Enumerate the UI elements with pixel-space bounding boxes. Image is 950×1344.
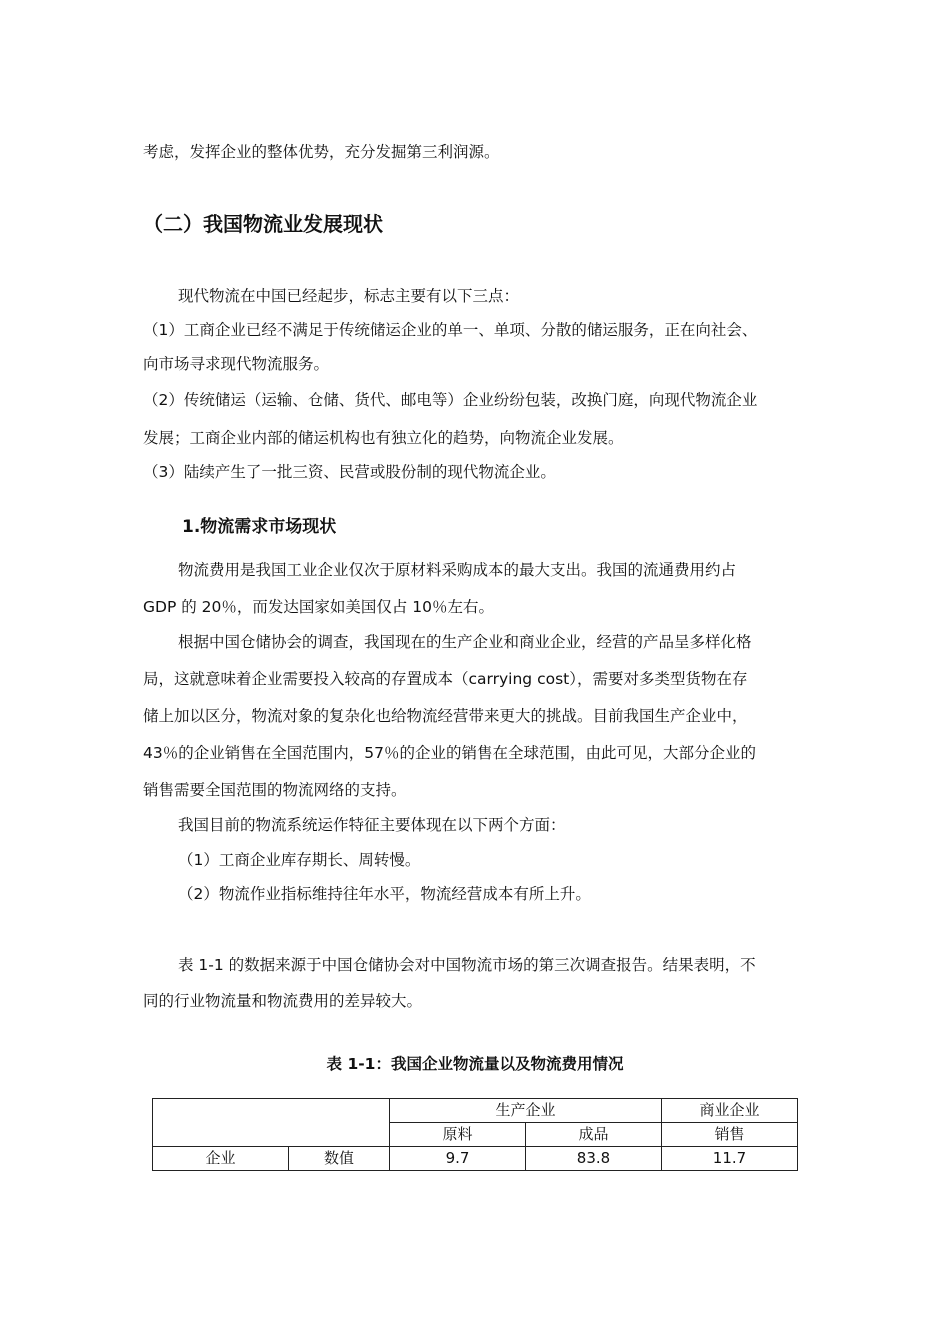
subsection-heading: 1.物流需求市场现状 bbox=[182, 517, 337, 537]
paragraph-line: （1）工商企业已经不满足于传统储运企业的单一、单项、分散的储运服务，正在向社会、 bbox=[143, 321, 758, 339]
logistics-table bbox=[152, 1098, 798, 1171]
table-caption: 表 1-1：我国企业物流量以及物流费用情况 bbox=[326, 1055, 624, 1073]
table-corner-cell bbox=[153, 1099, 390, 1147]
paragraph-line: 销售需要全国范围的物流网络的支持。 bbox=[143, 781, 407, 799]
paragraph-line: GDP 的 20％，而发达国家如美国仅占 10％左右。 bbox=[143, 598, 495, 616]
header-commerce: 商业企业 bbox=[662, 1099, 798, 1123]
paragraph-line: 储上加以区分，物流对象的复杂化也给物流经营带来更大的挑战。目前我国生产企业中， bbox=[143, 707, 748, 725]
paragraph-line: 向市场寻求现代物流服务。 bbox=[143, 355, 330, 373]
paragraph-line: 根据中国仓储协会的调查，我国现在的生产企业和商业企业，经营的产品呈多样化格 bbox=[178, 633, 752, 651]
table-row bbox=[153, 1147, 798, 1171]
paragraph-line: （1）工商企业库存期长、周转慢。 bbox=[178, 851, 421, 869]
row-sublabel: 数值 bbox=[289, 1147, 390, 1171]
paragraph-line: 考虑，发挥企业的整体优势，充分发掘第三利润源。 bbox=[143, 143, 500, 161]
sales-value-cell: 11.7 bbox=[662, 1147, 798, 1171]
raw-value-cell: 9.7 bbox=[390, 1147, 526, 1171]
paragraph-line: 现代物流在中国已经起步，标志主要有以下三点： bbox=[178, 287, 520, 305]
paragraph-line: 同的行业物流量和物流费用的差异较大。 bbox=[143, 992, 423, 1010]
paragraph-line: （2）传统储运（运输、仓储、货代、邮电等）企业纷纷包装，改换门庭，向现代物流企业 bbox=[143, 391, 758, 409]
header-sales: 销售 bbox=[662, 1123, 798, 1147]
paragraph-line: （2）物流作业指标维持往年水平，物流经营成本有所上升。 bbox=[178, 885, 591, 903]
paragraph-line: 43％的企业销售在全国范围内，57％的企业的销售在全球范围，由此可见，大部分企业的 bbox=[143, 744, 756, 762]
row-label: 企业 bbox=[153, 1147, 289, 1171]
paragraph-line: 局，这就意味着企业需要投入较高的存置成本（carrying cost），需要对多类型货物在存 bbox=[143, 670, 748, 688]
header-raw: 原料 bbox=[390, 1123, 526, 1147]
paragraph-line: 发展；工商企业内部的储运机构也有独立化的趋势，向物流企业发展。 bbox=[143, 429, 624, 447]
finished-value-cell: 83.8 bbox=[526, 1147, 662, 1171]
paragraph-line: （3）陆续产生了一批三资、民营或股份制的现代物流企业。 bbox=[143, 463, 556, 481]
paragraph-line: 物流费用是我国工业企业仅次于原材料采购成本的最大支出。我国的流通费用约占 bbox=[178, 561, 737, 579]
paragraph-line: 表 1-1 的数据来源于中国仓储协会对中国物流市场的第三次调查报告。结果表明，不 bbox=[178, 956, 756, 974]
section-heading: （二）我国物流业发展现状 bbox=[143, 212, 383, 236]
header-production: 生产企业 bbox=[390, 1099, 662, 1123]
table-header-row bbox=[153, 1099, 798, 1123]
paragraph-line: 我国目前的物流系统运作特征主要体现在以下两个方面： bbox=[178, 816, 566, 834]
header-finished: 成品 bbox=[526, 1123, 662, 1147]
